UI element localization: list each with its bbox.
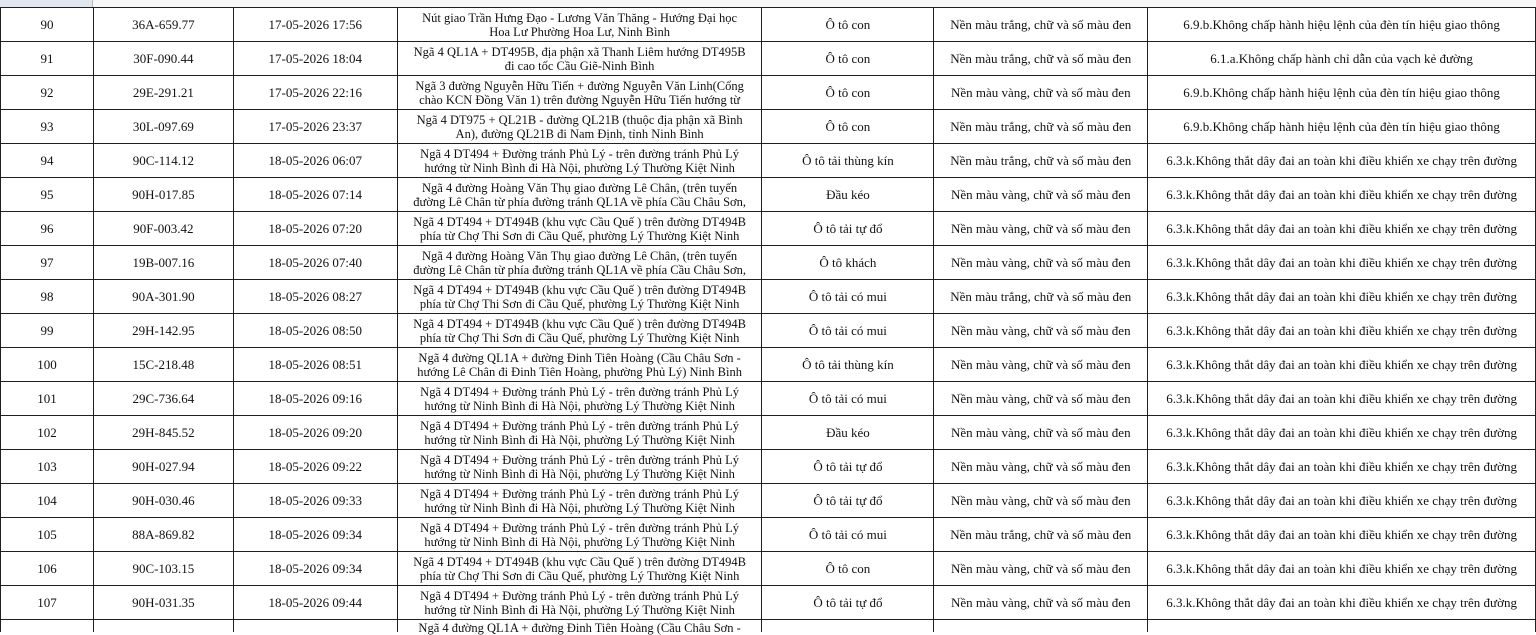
cell-time[interactable]: 18-05-2026 09:34: [233, 518, 397, 552]
cell-location[interactable]: [397, 178, 762, 212]
location-text: [398, 587, 762, 619]
cell-location[interactable]: [397, 586, 762, 620]
cell-stt[interactable]: 104: [1, 484, 94, 518]
cell-location[interactable]: [397, 42, 762, 76]
cell-plate[interactable]: 90C-114.12: [93, 144, 233, 178]
table-row: [1, 280, 1536, 314]
cell-plate[interactable]: 19B-007.16: [93, 246, 233, 280]
cell-location[interactable]: [397, 484, 762, 518]
location-line: Ngã 4 đường QL1A + đường Đinh Tiên Hoàng (Cầu Châu Sơn -: [418, 621, 741, 635]
cell-time[interactable]: 18-05-2026 07:40: [233, 246, 397, 280]
cell-vehicle-type[interactable]: Ô tô con: [762, 552, 934, 586]
cell-empty[interactable]: [93, 620, 233, 633]
cell-time[interactable]: 18-05-2026 09:16: [233, 382, 397, 416]
table-row: [1, 178, 1536, 212]
cell-vehicle-type[interactable]: Ô tô tải có mui: [762, 518, 934, 552]
cell-violation[interactable]: 6.3.k.Không thắt dây đai an toàn khi điều khiển xe chạy trên đường: [1148, 280, 1536, 314]
cell-violation[interactable]: 6.9.b.Không chấp hành hiệu lệnh của đèn tín hiệu giao thông: [1148, 8, 1536, 42]
cell-stt[interactable]: 102: [1, 416, 94, 450]
cell-stt[interactable]: 99: [1, 314, 94, 348]
location-line: chào KCN Đồng Văn 1) trên đường Nguyễn Hữu Tiến hướng từ: [419, 92, 741, 107]
cell-plate[interactable]: 29H-142.95: [93, 314, 233, 348]
cell-violation[interactable]: 6.3.k.Không thắt dây đai an toàn khi điều khiển xe chạy trên đường: [1148, 246, 1536, 280]
table-row: [1, 552, 1536, 586]
cell-location[interactable]: [397, 620, 762, 633]
cell-vehicle-type[interactable]: Ô tô khách: [762, 246, 934, 280]
cell-vehicle-type[interactable]: Đầu kéo: [762, 416, 934, 450]
cell-plate[interactable]: 29C-736.64: [93, 382, 233, 416]
cell-plate[interactable]: 90F-003.42: [93, 212, 233, 246]
cell-violation[interactable]: 6.3.k.Không thắt dây đai an toàn khi điều khiển xe chạy trên đường: [1148, 518, 1536, 552]
cell-time[interactable]: 17-05-2026 17:56: [233, 8, 397, 42]
location-line: Ngã 4 đường QL1A + đường Đinh Tiên Hoàng (Cầu Châu Sơn -: [418, 350, 741, 365]
location-line: Ngã 4 DT494 + Đường tránh Phủ Lý - trên đường tránh Phủ Lý: [420, 486, 740, 501]
location-line: Ngã 4 DT494 + Đường tránh Phủ Lý - trên đường tránh Phủ Lý: [420, 384, 740, 399]
cell-plate[interactable]: 88A-869.82: [93, 518, 233, 552]
cell-stt[interactable]: 90: [1, 8, 94, 42]
location-line: Ngã 3 đường Nguyễn Hữu Tiến + đường Nguyễn Văn Linh(Cổng: [415, 78, 744, 93]
cell-location[interactable]: [397, 8, 762, 42]
cell-time[interactable]: 17-05-2026 22:16: [233, 76, 397, 110]
location-line: phía từ Chợ Thi Sơn đi Cầu Quế, phường Lý Thường Kiệt Ninh: [419, 228, 740, 243]
cell-plate[interactable]: 90H-031.35: [93, 586, 233, 620]
cell-location[interactable]: [397, 212, 762, 246]
location-line: Ngã 4 QL1A + DT495B, địa phận xã Thanh Liêm hướng DT495B: [413, 44, 746, 59]
cell-vehicle-type[interactable]: Ô tô tải thùng kín: [762, 348, 934, 382]
cell-vehicle-type[interactable]: Ô tô con: [762, 76, 934, 110]
table-row: [1, 518, 1536, 552]
cell-violation[interactable]: 6.3.k.Không thắt dây đai an toàn khi điều khiển xe chạy trên đường: [1148, 212, 1536, 246]
violation-table: [0, 7, 1536, 635]
cell-plate[interactable]: 36A-659.77: [93, 8, 233, 42]
location-line: Ngã 4 DT494 + DT494B (khu vực Cầu Quế ) trên đường DT494B: [413, 214, 746, 229]
location-line: hướng từ Ninh Bình đi Hà Nội, phường Lý Thường Kiệt Ninh: [424, 160, 735, 175]
cell-plate[interactable]: 90H-017.85: [93, 178, 233, 212]
cell-violation[interactable]: 6.3.k.Không thắt dây đai an toàn khi điều khiển xe chạy trên đường: [1148, 484, 1536, 518]
location-line: phía từ Chợ Thi Sơn đi Cầu Quế, phường Lý Thường Kiệt Ninh: [419, 296, 740, 311]
cell-plate-color[interactable]: Nền màu trắng, chữ và số màu đen: [934, 280, 1148, 314]
cell-violation[interactable]: 6.3.k.Không thắt dây đai an toàn khi điều khiển xe chạy trên đường: [1148, 552, 1536, 586]
location-line: hướng từ Ninh Bình đi Hà Nội, phường Lý Thường Kiệt Ninh: [424, 432, 735, 447]
location-line: hướng từ Ninh Bình đi Hà Nội, phường Lý Thường Kiệt Ninh: [424, 602, 735, 617]
location-text: [398, 77, 762, 109]
location-text: [398, 485, 762, 517]
cell-plate[interactable]: 29H-845.52: [93, 416, 233, 450]
table-row: [1, 314, 1536, 348]
location-line: Ngã 4 DT494 + DT494B (khu vực Cầu Quế ) trên đường DT494B: [413, 282, 746, 297]
cell-plate-color[interactable]: Nền màu vàng, chữ và số màu đen: [934, 314, 1148, 348]
cell-violation[interactable]: 6.9.b.Không chấp hành hiệu lệnh của đèn tín hiệu giao thông: [1148, 110, 1536, 144]
table-row: [1, 42, 1536, 76]
cell-vehicle-type[interactable]: Ô tô con: [762, 42, 934, 76]
location-line: Ngã 4 đường Hoàng Văn Thụ giao đường Lê Chân, (trên tuyến: [422, 248, 738, 263]
cell-stt[interactable]: 96: [1, 212, 94, 246]
location-line: Ngã 4 DT494 + Đường tránh Phủ Lý - trên đường tránh Phủ Lý: [420, 452, 740, 467]
location-text: [398, 621, 762, 635]
cell-vehicle-type[interactable]: Ô tô tải thùng kín: [762, 144, 934, 178]
cell-stt[interactable]: 92: [1, 76, 94, 110]
cell-time[interactable]: 18-05-2026 08:51: [233, 348, 397, 382]
location-text: [398, 179, 762, 211]
cell-location[interactable]: [397, 144, 762, 178]
cell-location[interactable]: [397, 382, 762, 416]
cell-violation[interactable]: 6.9.b.Không chấp hành hiệu lệnh của đèn tín hiệu giao thông: [1148, 76, 1536, 110]
cell-plate-color[interactable]: Nền màu vàng, chữ và số màu đen: [934, 552, 1148, 586]
cell-time[interactable]: 17-05-2026 18:04: [233, 42, 397, 76]
location-text: [398, 417, 762, 449]
location-text: [398, 349, 762, 381]
table-row: [1, 382, 1536, 416]
location-text: [398, 383, 762, 415]
cell-time[interactable]: 18-05-2026 09:20: [233, 416, 397, 450]
location-line: hướng Lê Chân đi Đinh Tiên Hoàng, phường Phủ Lý) Ninh Bình: [417, 364, 742, 379]
cell-plate-color[interactable]: Nền màu vàng, chữ và số màu đen: [934, 484, 1148, 518]
location-text: [398, 247, 762, 279]
cell-plate-color[interactable]: Nền màu trắng, chữ và số màu đen: [934, 144, 1148, 178]
location-line: Ngã 4 DT494 + Đường tránh Phủ Lý - trên đường tránh Phủ Lý: [420, 418, 740, 433]
location-line: Ngã 4 đường Hoàng Văn Thụ giao đường Lê Chân, (trên tuyến: [422, 180, 738, 195]
cell-plate-color[interactable]: Nền màu trắng, chữ và số màu đen: [934, 110, 1148, 144]
location-line: Ngã 4 DT494 + Đường tránh Phủ Lý - trên đường tránh Phủ Lý: [420, 146, 740, 161]
cell-violation[interactable]: 6.1.a.Không chấp hành chỉ dẫn của vạch kẻ đường: [1148, 42, 1536, 76]
cell-time[interactable]: 18-05-2026 09:33: [233, 484, 397, 518]
cell-plate[interactable]: 29E-291.21: [93, 76, 233, 110]
table-row: [1, 246, 1536, 280]
cell-vehicle-type[interactable]: Ô tô tải có mui: [762, 314, 934, 348]
cell-time[interactable]: 18-05-2026 09:44: [233, 586, 397, 620]
cell-stt[interactable]: 93: [1, 110, 94, 144]
cell-violation[interactable]: 6.3.k.Không thắt dây đai an toàn khi điều khiển xe chạy trên đường: [1148, 314, 1536, 348]
location-line: Ngã 4 DT494 + Đường tránh Phủ Lý - trên đường tránh Phủ Lý: [420, 588, 740, 603]
location-text: [398, 145, 762, 177]
location-line: Ngã 4 DT494 + DT494B (khu vực Cầu Quế ) trên đường DT494B: [413, 554, 746, 569]
cell-time[interactable]: 18-05-2026 06:07: [233, 144, 397, 178]
cell-time[interactable]: 17-05-2026 23:37: [233, 110, 397, 144]
cell-stt[interactable]: 101: [1, 382, 94, 416]
location-line: hướng từ Ninh Bình đi Hà Nội, phường Lý Thường Kiệt Ninh: [424, 398, 735, 413]
location-line: Ngã 4 DT494 + DT494B (khu vực Cầu Quế ) trên đường DT494B: [413, 316, 746, 331]
cell-plate-color[interactable]: Nền màu vàng, chữ và số màu đen: [934, 348, 1148, 382]
location-line: An), đường QL21B đi Nam Định, tỉnh Ninh Bình: [455, 126, 704, 141]
location-text: [398, 213, 762, 245]
cell-stt[interactable]: 105: [1, 518, 94, 552]
cell-plate-color[interactable]: Nền màu vàng, chữ và số màu đen: [934, 212, 1148, 246]
location-line: Hoa Lư Phường Hoa Lư, Ninh Bình: [489, 24, 670, 39]
table-row: [1, 450, 1536, 484]
cell-plate[interactable]: 30F-090.44: [93, 42, 233, 76]
table-row: [1, 212, 1536, 246]
cell-location[interactable]: [397, 280, 762, 314]
location-line: Ngã 4 DT975 + QL21B - đường QL21B (thuộc địa phận xã Bình: [416, 112, 743, 127]
cell-plate-color[interactable]: Nền màu trắng, chữ và số màu đen: [934, 8, 1148, 42]
cell-location[interactable]: [397, 348, 762, 382]
cell-location[interactable]: [397, 518, 762, 552]
location-text: [398, 315, 762, 347]
table-row: [1, 416, 1536, 450]
cell-plate-color[interactable]: Nền màu vàng, chữ và số màu đen: [934, 586, 1148, 620]
cell-violation[interactable]: 6.3.k.Không thắt dây đai an toàn khi điều khiển xe chạy trên đường: [1148, 178, 1536, 212]
cell-empty[interactable]: [1, 620, 94, 633]
cell-vehicle-type[interactable]: Ô tô tải tự đổ: [762, 450, 934, 484]
table-body: [1, 8, 1536, 633]
table-row: [1, 76, 1536, 110]
location-text: [398, 281, 762, 313]
cell-stt[interactable]: 106: [1, 552, 94, 586]
cell-empty[interactable]: [934, 620, 1148, 633]
cell-stt[interactable]: 98: [1, 280, 94, 314]
cell-plate-color[interactable]: Nền màu vàng, chữ và số màu đen: [934, 178, 1148, 212]
cell-stt[interactable]: 91: [1, 42, 94, 76]
location-line: phía từ Chợ Thi Sơn đi Cầu Quế, phường Lý Thường Kiệt Ninh: [419, 330, 740, 345]
cell-stt[interactable]: 100: [1, 348, 94, 382]
table-row: [1, 144, 1536, 178]
location-line: Ngã 4 DT494 + Đường tránh Phủ Lý - trên đường tránh Phủ Lý: [420, 520, 740, 535]
table-row: [1, 586, 1536, 620]
cell-time[interactable]: 18-05-2026 09:22: [233, 450, 397, 484]
cell-plate-color[interactable]: Nền màu vàng, chữ và số màu đen: [934, 450, 1148, 484]
cell-plate[interactable]: 90C-103.15: [93, 552, 233, 586]
cell-plate[interactable]: 30L-097.69: [93, 110, 233, 144]
table-row-partial: [1, 620, 1536, 633]
cell-stt[interactable]: 94: [1, 144, 94, 178]
cell-plate-color[interactable]: Nền màu vàng, chữ và số màu đen: [934, 76, 1148, 110]
cell-vehicle-type[interactable]: Ô tô tải có mui: [762, 280, 934, 314]
cell-time[interactable]: 18-05-2026 08:50: [233, 314, 397, 348]
cell-location[interactable]: [397, 110, 762, 144]
cell-violation[interactable]: 6.3.k.Không thắt dây đai an toàn khi điều khiển xe chạy trên đường: [1148, 416, 1536, 450]
location-line: đi cao tốc Cầu Giẽ-Ninh Bình: [504, 58, 655, 73]
cell-plate[interactable]: 90A-301.90: [93, 280, 233, 314]
cell-stt[interactable]: 103: [1, 450, 94, 484]
cell-vehicle-type[interactable]: Ô tô tải tự đổ: [762, 484, 934, 518]
table-row: [1, 484, 1536, 518]
cell-vehicle-type[interactable]: Ô tô tải tự đổ: [762, 586, 934, 620]
location-text: [398, 519, 762, 551]
cell-location[interactable]: [397, 416, 762, 450]
table-row: [1, 348, 1536, 382]
cell-empty[interactable]: [1148, 620, 1536, 633]
location-text: [398, 43, 762, 75]
location-text: [398, 553, 762, 585]
cell-stt[interactable]: 97: [1, 246, 94, 280]
location-text: [398, 111, 762, 143]
cell-plate-color[interactable]: Nền màu vàng, chữ và số màu đen: [934, 416, 1148, 450]
location-text: [398, 451, 762, 483]
cell-location[interactable]: [397, 314, 762, 348]
cell-vehicle-type[interactable]: Ô tô tải tự đổ: [762, 212, 934, 246]
cell-time[interactable]: 18-05-2026 08:27: [233, 280, 397, 314]
cell-location[interactable]: [397, 450, 762, 484]
location-line: đường Lê Chân từ phía đường tránh QL1A về phía Cầu Châu Sơn,: [413, 262, 747, 277]
cell-plate-color[interactable]: Nền màu vàng, chữ và số màu đen: [934, 246, 1148, 280]
cell-plate-color[interactable]: Nền màu trắng, chữ và số màu đen: [934, 42, 1148, 76]
cell-vehicle-type[interactable]: Đầu kéo: [762, 178, 934, 212]
location-line: đường Lê Chân từ phía đường tránh QL1A về phía Cầu Châu Sơn,: [413, 194, 747, 209]
cell-vehicle-type[interactable]: Ô tô con: [762, 8, 934, 42]
table-row: [1, 8, 1536, 42]
cell-stt[interactable]: 107: [1, 586, 94, 620]
location-line: Nút giao Trần Hưng Đạo - Lương Văn Thăng - Hướng Đại học: [422, 10, 738, 25]
table-row: [1, 110, 1536, 144]
cell-location[interactable]: [397, 246, 762, 280]
cell-violation[interactable]: 6.3.k.Không thắt dây đai an toàn khi điều khiển xe chạy trên đường: [1148, 586, 1536, 620]
cell-empty[interactable]: [762, 620, 934, 633]
location-line: phía từ Chợ Thi Sơn đi Cầu Quế, phường Lý Thường Kiệt Ninh: [419, 568, 740, 583]
cell-time[interactable]: 18-05-2026 07:20: [233, 212, 397, 246]
cell-plate[interactable]: 15C-218.48: [93, 348, 233, 382]
cell-vehicle-type[interactable]: Ô tô con: [762, 110, 934, 144]
cell-time[interactable]: 18-05-2026 07:14: [233, 178, 397, 212]
cell-violation[interactable]: 6.3.k.Không thắt dây đai an toàn khi điều khiển xe chạy trên đường: [1148, 450, 1536, 484]
location-line: hướng từ Ninh Bình đi Hà Nội, phường Lý Thường Kiệt Ninh: [424, 500, 735, 515]
location-text: [398, 9, 762, 41]
cell-time[interactable]: 18-05-2026 09:34: [233, 552, 397, 586]
cell-vehicle-type[interactable]: Ô tô tải có mui: [762, 382, 934, 416]
cell-location[interactable]: [397, 552, 762, 586]
cell-violation[interactable]: 6.3.k.Không thắt dây đai an toàn khi điều khiển xe chạy trên đường: [1148, 144, 1536, 178]
cell-violation[interactable]: 6.3.k.Không thắt dây đai an toàn khi điều khiển xe chạy trên đường: [1148, 348, 1536, 382]
cell-plate-color[interactable]: Nền màu trắng, chữ và số màu đen: [934, 518, 1148, 552]
location-line: hướng từ Ninh Bình đi Hà Nội, phường Lý Thường Kiệt Ninh: [424, 466, 735, 481]
cell-plate[interactable]: 90H-027.94: [93, 450, 233, 484]
cell-stt[interactable]: 95: [1, 178, 94, 212]
cell-empty[interactable]: [233, 620, 397, 633]
cell-plate-color[interactable]: Nền màu vàng, chữ và số màu đen: [934, 382, 1148, 416]
cell-location[interactable]: [397, 76, 762, 110]
cell-plate[interactable]: 90H-030.46: [93, 484, 233, 518]
cell-violation[interactable]: 6.3.k.Không thắt dây đai an toàn khi điều khiển xe chạy trên đường: [1148, 382, 1536, 416]
location-line: hướng từ Ninh Bình đi Hà Nội, phường Lý Thường Kiệt Ninh: [424, 534, 735, 549]
